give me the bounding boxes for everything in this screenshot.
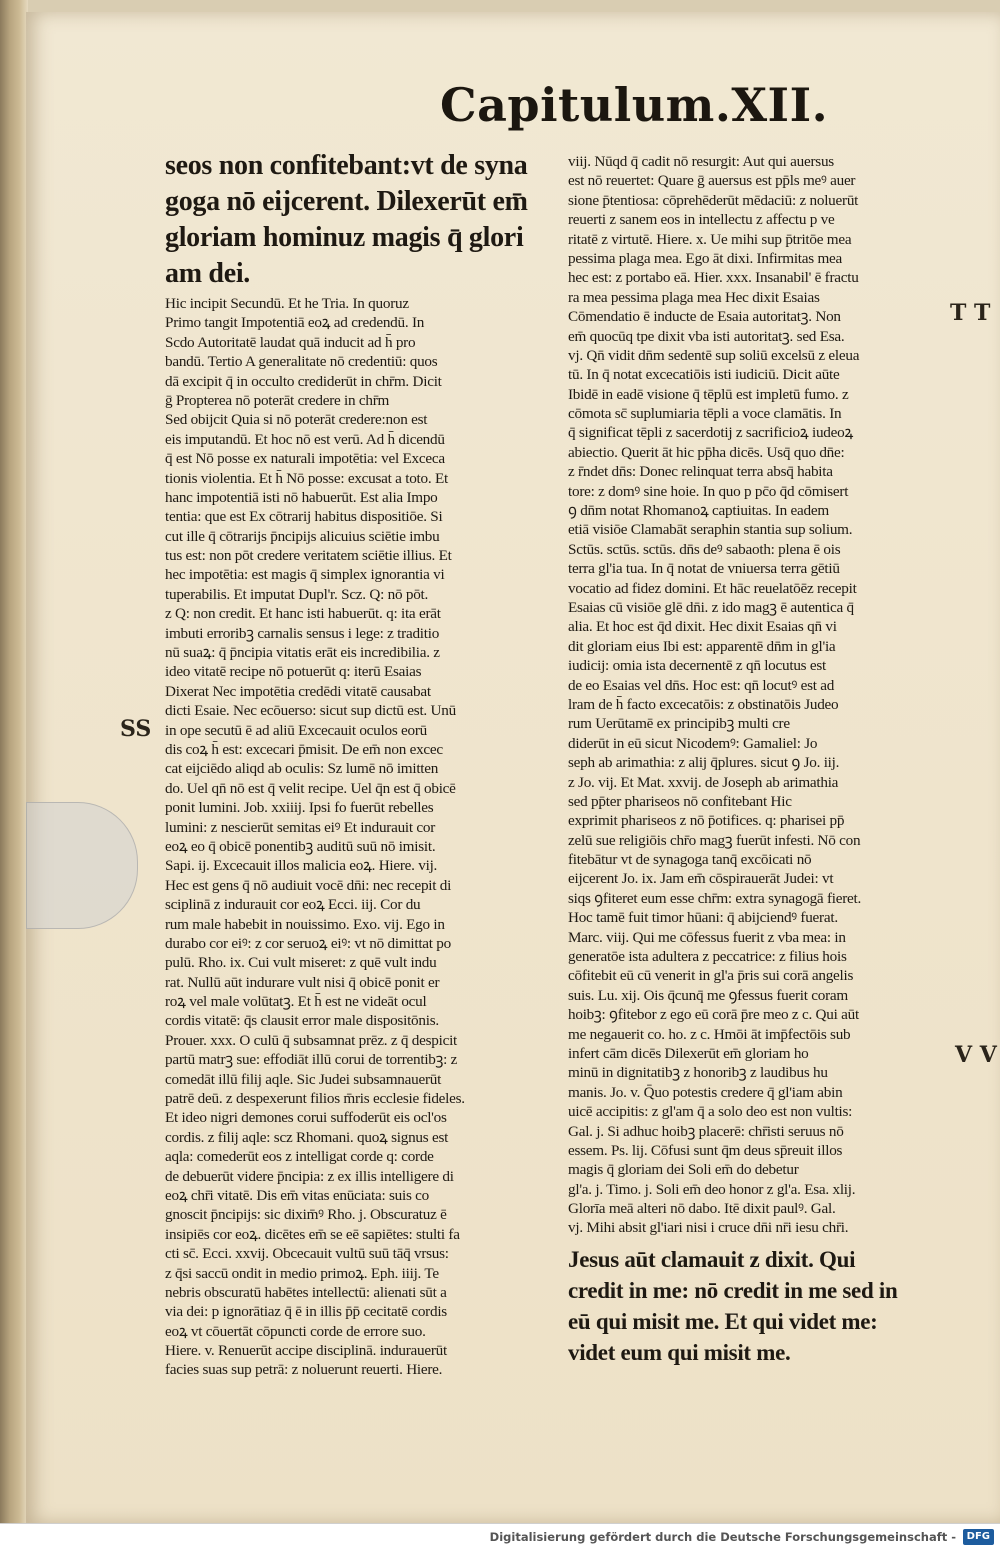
- text-line: cordis vitatē: q̄s clausit error male dispositōnis.: [165, 1012, 439, 1030]
- text-line: partū matrꝫ sue: effodiāt illū corui de torrentibꝫ: z: [165, 1051, 458, 1069]
- text-line: Hic incipit Secundū. Et he Tria. In quoruz: [165, 295, 409, 312]
- text-line: vocatio ad fidez domini. Et hāc reuelatōēz recepit: [568, 579, 857, 597]
- text-line: q̄ est Nō posse ex naturali impotētia: vel Exceca: [165, 450, 445, 468]
- text-line: generatōe ista adultera z peccatrice: z filius hois: [568, 948, 847, 966]
- text-line: sione p̄tentiosa: cōprehēderūt mēdaciū: z noluerūt: [568, 191, 859, 209]
- right-closing-text: [568, 1246, 948, 1366]
- text-line: dis coꝝ h̄ est: excecari p̄misit. De em̄ non excec: [165, 740, 443, 758]
- text-line: aqla: comederūt eos z intelligat corde q: corde: [165, 1148, 434, 1166]
- text-line: Sed obijcit Quia si nō poterāt credere:non est: [165, 411, 428, 429]
- text-line: etiā visiōe Clamabāt seraphin stantia sup solium.: [568, 521, 853, 539]
- text-line-large: Jesus aūt clamauit z dixit. Qui: [568, 1246, 856, 1272]
- text-line: hec est: z portabo eā. Hier. xxx. Insanabil' ē fractu: [568, 269, 859, 287]
- text-line: ritatē z virtutē. Hiere. x. Ue mihi sup p̄tritōe mea: [568, 230, 852, 248]
- text-line: gnoscit p̄ncipijs: sic dixim̄ꝰ Rho. j. Obscuratuz ē: [165, 1206, 447, 1224]
- text-line: magis q̄ gloriam dei Soli em̄ do debetur: [568, 1161, 799, 1179]
- text-line: dicti Esaie. Nec ecōuerso: sicut sup dictū est. Unū: [165, 702, 456, 720]
- text-line: Dixerat Nec impotētia credēdi vitatē causabat: [165, 682, 431, 700]
- text-line: alia. Et hoc est q̄d dixit. Hec dixit Esaias qn̄ vi: [568, 618, 837, 636]
- text-line: ideo vitatē recipe nō potuerūt q: iterū Esaias: [165, 663, 422, 681]
- text-line: diderūt in eū sicut Nicodemꝰ: Gamaliel: Jo: [568, 734, 818, 752]
- text-line: ra mea pessima plaga mea Hec dixit Esaias: [568, 288, 820, 306]
- text-line: lumini: z nescierūt semitas eiꝰ Et indurauit cor: [165, 818, 436, 836]
- text-line: lram de h̄ facto excecatōis: z obstinatōis Judeo: [568, 695, 839, 713]
- text-line: vj. Mihi absit gl'iari nisi i cruce dn̄i nr̄i iesu chr̄i.: [568, 1219, 849, 1237]
- text-line-large: am dei.: [165, 258, 251, 289]
- text-line-large: seos non confitebant:vt de syna: [165, 150, 528, 181]
- text-line: em̄ quocūq tpe dixit vba isti autoritatꝫ. sed Esa.: [568, 327, 845, 345]
- page-clip: [26, 802, 138, 929]
- text-line: comedāt illū filij aqle. Sic Judei subsamnauerūt: [165, 1070, 442, 1088]
- text-line: hec impotētia: est magis q̄ simplex ignorantia vi: [165, 566, 445, 584]
- text-line: durabo cor eiꝰ: z cor seruoꝝ eiꝰ: vt nō dimittat po: [165, 934, 451, 952]
- text-line: sed pp̄ter phariseos nō confitebant Hic: [568, 792, 792, 810]
- text-line: siqs ꝯfiteret eum esse chr̄m: extra synagogā fieret.: [568, 889, 862, 907]
- text-line: q̄ significat tēpli z sacerdotij z sacrificioꝝ iudeoꝝ: [568, 424, 853, 442]
- text-line: rat. Nullū aūt indurare vult nisi q̄ obicē ponit er: [165, 973, 440, 991]
- text-line: cat eijciēdo aliqd ab oculis: Sz lumē nō imitten: [165, 760, 439, 778]
- text-line: roꝝ vel male volūtatꝫ. Et h̄ est ne videāt ocul: [165, 993, 427, 1011]
- text-line-large: eū qui misit me. Et qui videt me:: [568, 1308, 878, 1334]
- text-line: Et ideo nigri demones corui suffoderūt eis ocl'os: [165, 1109, 447, 1127]
- text-line: cōfitebit eū cū venerit in gl'a p̄ris sui corā angelis: [568, 967, 854, 985]
- text-line: facies suas sup petrā: z noluerunt reuerti. Hiere.: [165, 1361, 443, 1379]
- text-line: rum male habebit in nouissimo. Exo. vij. Ego in: [165, 915, 445, 933]
- text-line: hanc impotentiā isti nō habuerūt. Est alia Impo: [165, 488, 438, 506]
- text-line: Prouer. xxx. O culū q̄ subsamnat prēz. z q̄ despicit: [165, 1031, 458, 1049]
- text-line: Hec est gens q̄ nō audiuit vocē dn̄i: nec recepit di: [165, 876, 452, 894]
- text-line: minū in dignitatibꝫ z honoribꝫ z laudibus hu: [568, 1064, 828, 1082]
- text-line: Scdo Autoritatē laudat quā inducit ad h̄ pro: [165, 333, 416, 351]
- footer-bar: [0, 1523, 1000, 1552]
- text-line: Primo tangit Impotentiā eoꝝ ad credendū. In: [165, 314, 425, 332]
- text-line: manis. Jo. v. Q̄uo potestis credere q̄ gl'iam abin: [568, 1083, 843, 1101]
- text-line: via dei: p ignorātiaz q̄ ē in illis p̄p̄ cecitatē cordis: [165, 1303, 447, 1321]
- text-line: nebris obscuratū habētes intellectū: alienati sūt a: [165, 1283, 447, 1301]
- text-line: bandū. Tertio A generalitate nō credentiū: quos: [165, 353, 438, 371]
- text-line: Hiere. v. Renuerūt accipe disciplinā. indurauerūt: [165, 1342, 447, 1360]
- text-line: in ope secutū ē ad aliū Excecauit oculos eorū: [165, 721, 428, 739]
- text-line: Sctūs. sctūs. sctūs. dn̄s deꝰ sabaoth: plena ē ois: [568, 540, 841, 558]
- text-line: ꝯ dn̄m notat Rhomanoꝝ captiuitas. In eadem: [568, 502, 829, 520]
- text-line: vj. Qn̄ vidit dn̄m sedentē sup soliū excelsū z eleua: [568, 346, 860, 364]
- text-line: reuerti z sanem eos in intellectu z affectu p ve: [568, 211, 835, 229]
- text-line: tus est: non pōt credere veritatem sciētie illius. Et: [165, 547, 452, 565]
- text-line: tionis violentia. Et h̄ Nō posse: excusat a toto. Et: [165, 469, 448, 487]
- text-line-large: credit in me: nō credit in me sed in: [568, 1277, 898, 1303]
- text-line: Marc. viij. Qui me cōfessus fuerit z vba mea: in: [568, 928, 846, 946]
- left-commentary-text: [165, 294, 545, 1380]
- text-line: tū. In q̄ notat excecatiōis isti iudiciū. Dicit aūte: [568, 366, 840, 384]
- text-line: uicē accipitis: z gl'am q̄ a solo deo est non vultis:: [568, 1103, 853, 1121]
- text-line: cti sc̄. Ecci. xxvij. Obcecauit vultū suū tāq̄ vrsus:: [165, 1245, 449, 1263]
- text-line: pulū. Rho. ix. Cui vult miseret: z quē vult indu: [165, 954, 437, 972]
- text-line: rum Uerūtamē ex principibꝫ multi cre: [568, 715, 790, 733]
- text-line: z q̄si saccū ondit in medio primoꝝ. Eph. iiij. Te: [165, 1264, 439, 1282]
- text-line: Sapi. ij. Excecauit illos malicia eoꝝ. Hiere. vij.: [165, 857, 438, 875]
- text-line: patrē deū. z despexerunt filios m̄ris ecclesie fideles.: [165, 1090, 465, 1108]
- margin-note-right-bottom: V V: [955, 1042, 997, 1068]
- footer-credit-text: Digitalisierung gefördert durch die Deutsche Forschungsgemeinschaft -: [489, 1530, 956, 1544]
- text-line: ḡ Propterea nō poterāt credere in chr̄m: [165, 391, 390, 409]
- text-line: exprimit phariseos z nō p̄otifices. q: pharisei pp̄: [568, 812, 845, 830]
- text-line: eoꝝ eo q̄ obicē ponentibꝫ auditū suū nō imisit.: [165, 837, 436, 855]
- margin-note-right-top: T T: [950, 300, 991, 326]
- right-commentary-text: [568, 152, 948, 1238]
- text-line: tuperabilis. Et imputat Dupl'r. Scz. Q: nō pōt.: [165, 585, 429, 603]
- text-line: essem. Ps. lij. Cōfusi sunt q̄m deus sp̄reuit illos: [568, 1141, 843, 1159]
- text-line: Esaias cū visiōe glē dn̄i. z ido magꝫ ē autentica q̄: [568, 598, 854, 616]
- text-line: est nō reuertet: Quare ḡ auersus est pp̄ls meꝰ auer: [568, 172, 856, 190]
- text-line: eoꝝ vt cōuertāt cōpuncti corde de errore suo.: [165, 1322, 426, 1340]
- text-line: imbuti erroribꝫ carnalis sensus i lege: z traditio: [165, 624, 440, 642]
- text-line: sciplinā z indurauit cor eoꝝ Ecci. iij. Cor du: [165, 896, 421, 914]
- text-line: dā excipit q̄ in occulto crediderūt in chr̄m. Dicit: [165, 372, 442, 390]
- text-line: z Q: non credit. Et hanc isti habuerūt. q: ita erāt: [165, 605, 441, 623]
- text-line: viij. Nūqd q̄ cadit nō resurgit: Aut qui auersus: [568, 153, 834, 170]
- text-line: cut ille q̄ cōtrarijs p̄ncipijs alicuius sciētie imbu: [165, 527, 440, 545]
- left-text-column: [165, 150, 545, 1380]
- text-line: Cōmendatio ē inducte de Esaia autoritatꝫ. Non: [568, 308, 841, 326]
- text-line: tentia: que est Ex cōtrarij habitus dispositiōe. Si: [165, 508, 443, 526]
- text-line-large: goga nō eijcerent. Dilexerūt em̄: [165, 186, 528, 217]
- text-line: ponit lumini. Job. xxiiij. Ipsi fo fuerūt rebelles: [165, 799, 434, 817]
- text-line: terra gl'ia tua. In q̄ notat de vniuersa terra gētiū: [568, 560, 840, 578]
- text-line: iudicij: omia ista decernentē z qn̄ locutus est: [568, 657, 826, 675]
- text-line: Ibidē in eadē visione q̄ tēplū est impletū fumo. z: [568, 385, 849, 403]
- text-line: fitebātur vt de synagoga tanq̄ excōicati nō: [568, 851, 812, 869]
- margin-note-left: SS: [120, 716, 152, 742]
- book-page-edge: [0, 0, 28, 1552]
- text-line: gl'a. j. Timo. j. Soli em̄ deo honor z gl'a. Esa. xlij.: [568, 1180, 856, 1198]
- text-line: eoꝝ chr̄i vitatē. Dis em̄ vitas enūciata: suis co: [165, 1186, 429, 1204]
- text-line-large: videt eum qui misit me.: [568, 1339, 791, 1365]
- text-line: suis. Lu. xij. Ois q̄cunq̄ me ꝯfessus fuerit coram: [568, 986, 848, 1004]
- text-line: nū suaꝝ: q̄ p̄ncipia vitatis erāt eis incredibilia. z: [165, 644, 440, 662]
- left-opening-text: [165, 150, 545, 290]
- text-line: tore: z domꝰ sine hoie. In quo p pc̄o q̄d cōmisert: [568, 482, 849, 500]
- text-line: do. Uel qn̄ nō est q̄ velit recipe. Uel q̄n est q̄ obicē: [165, 779, 456, 797]
- text-line: pessima plaga mea. Ego āt dixi. Infirmitas mea: [568, 249, 843, 267]
- text-line: eis imputandū. Et hoc nō est verū. Ad h̄ dicendū: [165, 430, 445, 448]
- dfg-logo[interactable]: DFG: [963, 1529, 994, 1545]
- text-line: zelū sue religiōis chr̄o magꝫ fuerūt infesti. Nō con: [568, 831, 861, 849]
- text-line: infert cām dicēs Dilexerūt em̄ gloriam ho: [568, 1044, 809, 1062]
- chapter-heading: Capitulum.XII.: [440, 78, 829, 132]
- text-line: cordis. z filij aqle: scz Rhomani. quoꝝ signus est: [165, 1128, 449, 1146]
- text-line: Glorīa meā alteri nō dabo. Itē dixit paulꝰ. Gal.: [568, 1200, 836, 1218]
- text-line: cōmota sc̄ suplumiaria tēpli a voce clamātis. In: [568, 405, 842, 423]
- text-line: hoibꝫ: ꝯfitebor z ego eū corā p̄re meo z c. Qui aūt: [568, 1006, 859, 1024]
- text-line: Hoc tamē fuit timor hūani: q̄ abijciendꝰ fuerat.: [568, 909, 838, 927]
- right-text-column: [568, 152, 948, 1370]
- text-line: insipiēs cor eoꝝ. dicētes em̄ se eē sapiētes: stulti fa: [165, 1225, 460, 1243]
- text-line: dit gloriam eius Ibi est: apparentē dn̄m in gl'ia: [568, 637, 836, 655]
- text-line: me negauerit co. ho. z c. Hmōi āt imp̄fectōis sub: [568, 1025, 851, 1043]
- text-line: eijcerent Jo. ix. Jam em̄ cōspirauerāt Judei: vt: [568, 870, 834, 888]
- text-line: de debuerūt videre p̄ncipia: z ex illis intelligere di: [165, 1167, 454, 1185]
- text-line: abiectio. Querit āt hic pp̄ha dicēs. Usq̄ quo dn̄e:: [568, 443, 845, 461]
- text-line: z r̄ndet dn̄s: Donec relinquat terra absq̄ habita: [568, 463, 833, 481]
- text-line-large: gloriam hominuz magis q̄ glori: [165, 222, 524, 253]
- text-line: Gal. j. Si adhuc hoibꝫ placerē: chr̄isti seruus nō: [568, 1122, 844, 1140]
- text-line: de eo Esaias vel dn̄s. Hoc est: qn̄ locutꝰ est ad: [568, 676, 835, 694]
- text-line: seph ab arimathia: z alij q̄plures. sicut ꝯ Jo. iij.: [568, 754, 840, 772]
- text-line: z Jo. vij. Et Mat. xxvij. de Joseph ab arimathia: [568, 773, 839, 791]
